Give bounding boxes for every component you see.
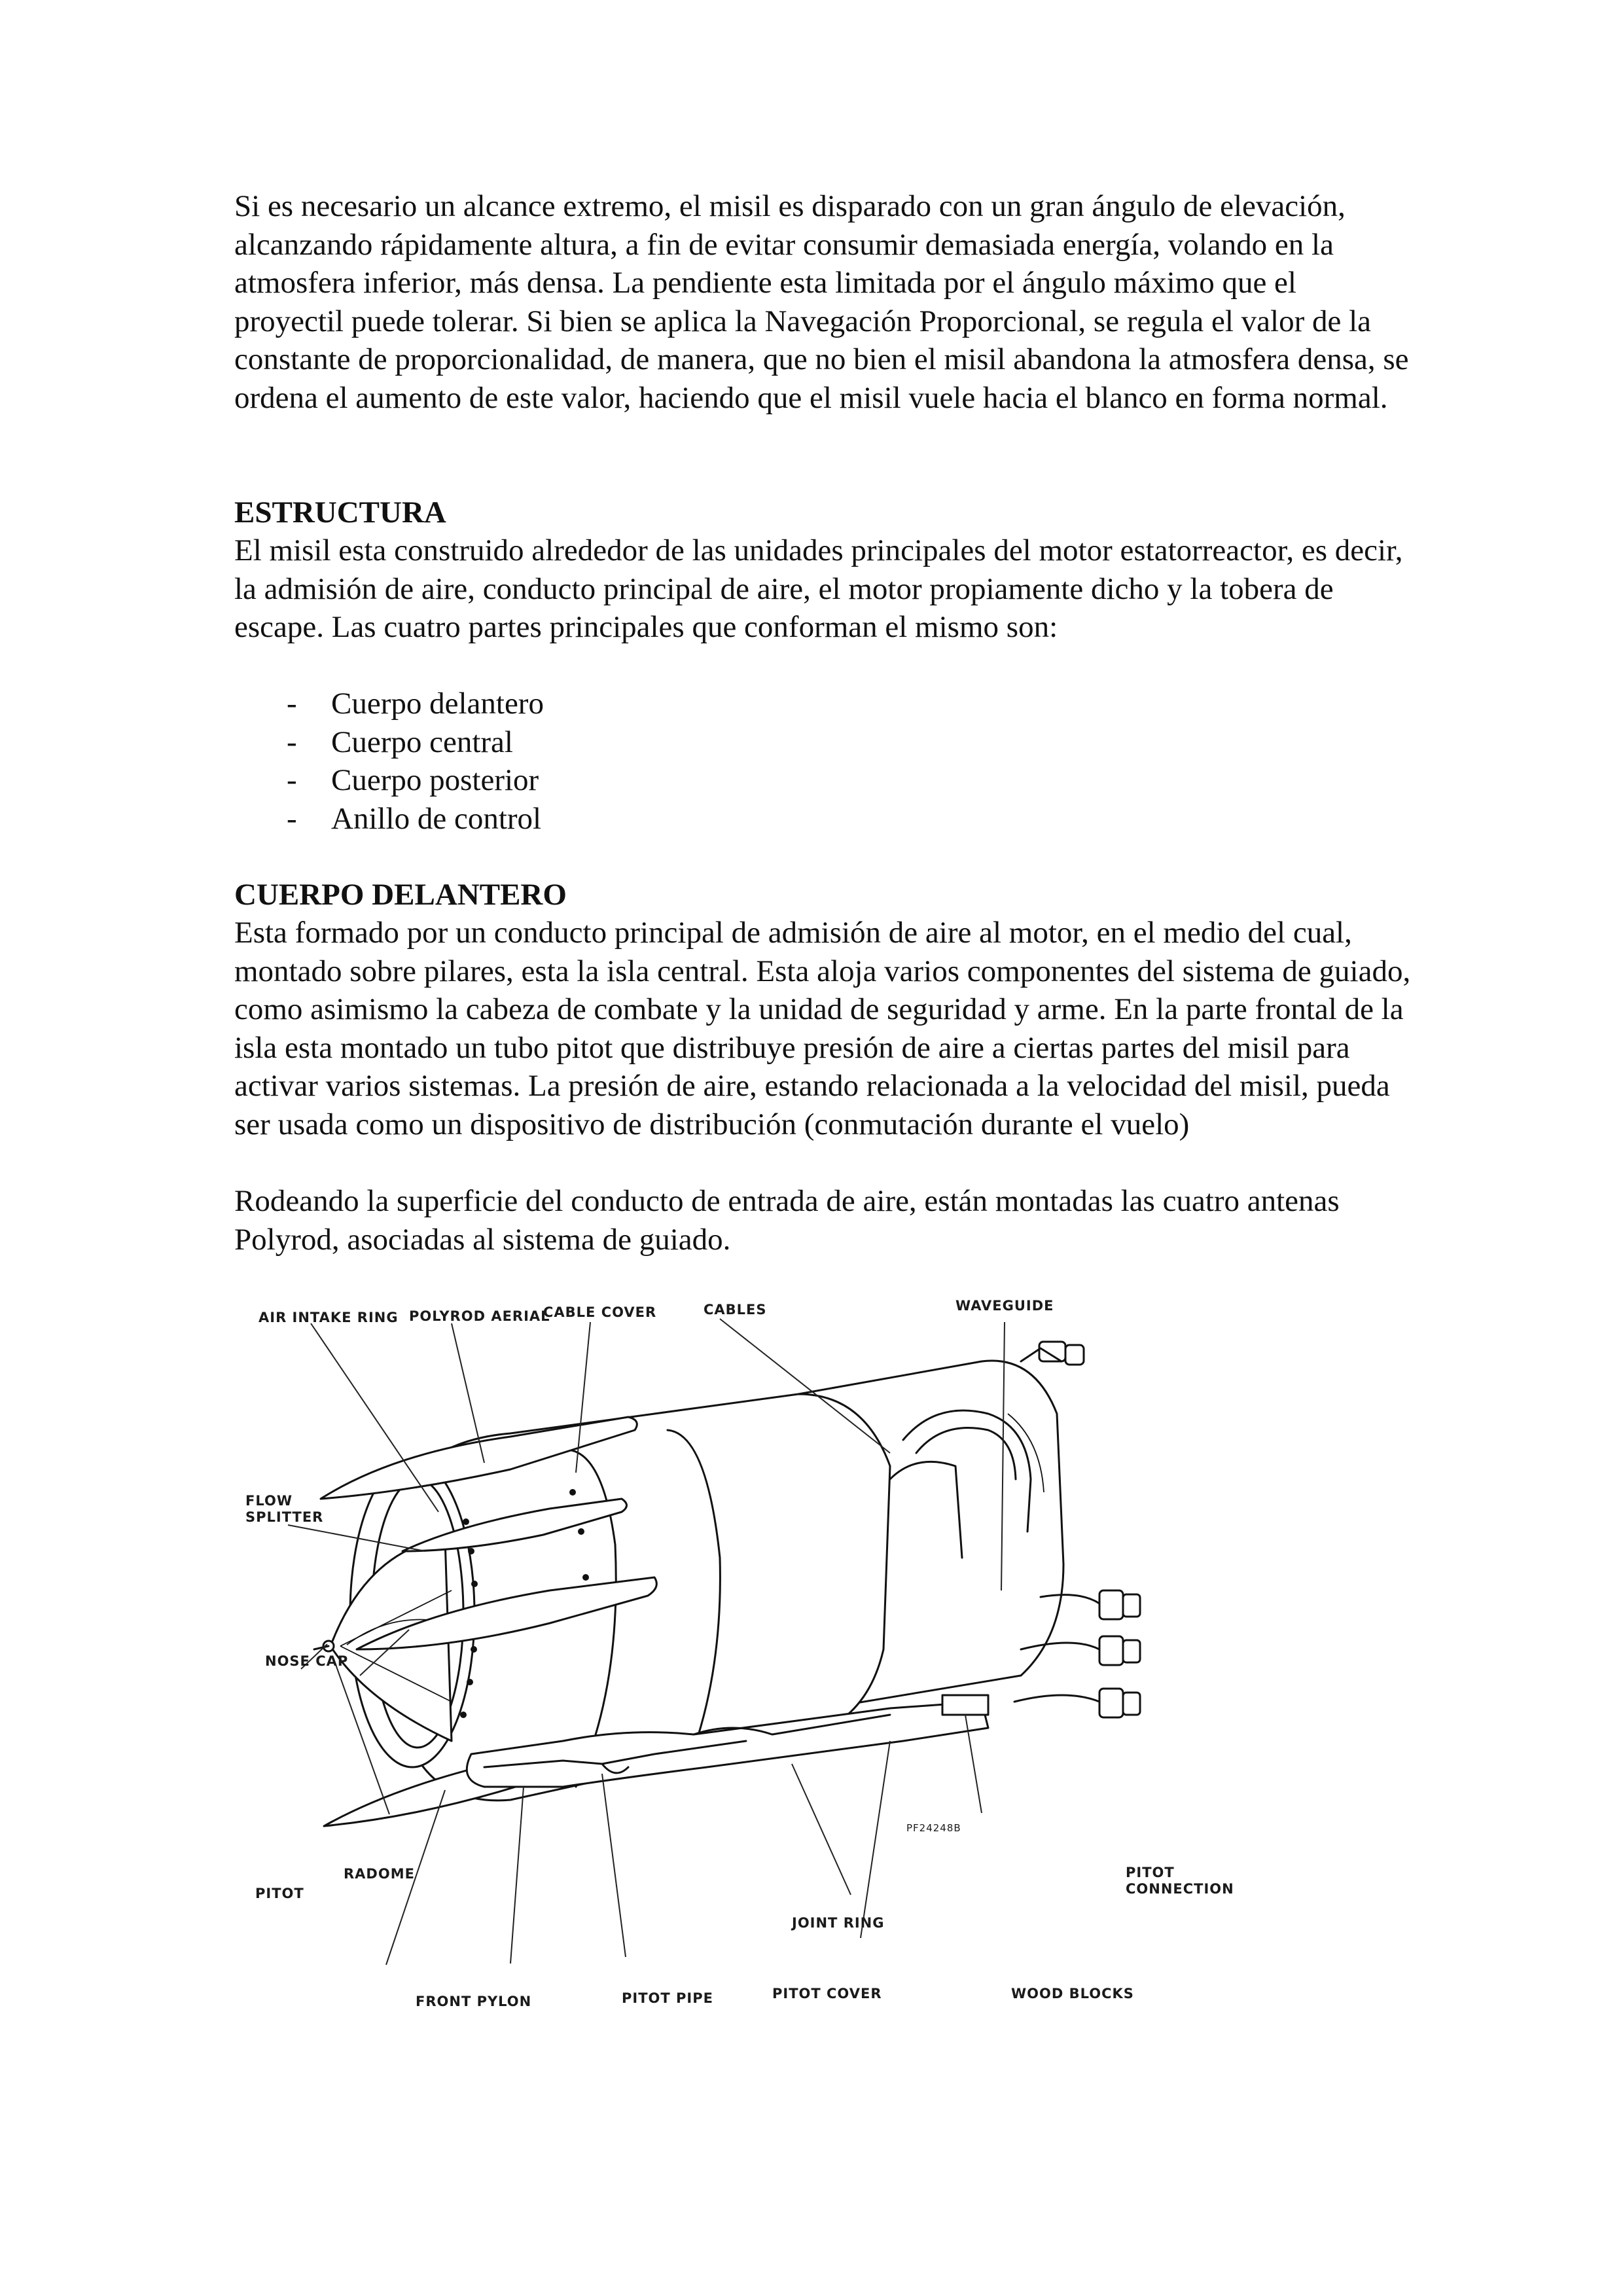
list-item-text: Cuerpo central bbox=[331, 725, 513, 759]
diagram-svg bbox=[236, 1283, 1315, 2029]
intro-paragraph: Si es necesario un alcance extremo, el misil es disparado con un gran ángulo de elevación, alcanzando rápidamente altura, a fin de evitar consumir demasiada energía, volando en la atmosfera inferior, más densa. La pendiente esta limitada por el ángulo máximo que el proyectil puede tolerar. Si bien se aplica la Navegación Proporcional, se regula el valor de la constante de proporcionalidad, de manera, que no bien el misil abandona la atmosfera densa, se ordena el aumento de este valor, haciendo que el misil vuele hacia el blanco en forma normal. bbox=[234, 189, 1409, 415]
cuerpo-delantero-paragraph-1: Esta formado por un conducto principal de admisión de aire al motor, en el medio del cual, montado sobre pilares, esta la isla central. Esta aloja varios componentes del sistema de guiado, como asimismo la cabeza de combate y la unidad de seguridad y arme. En la parte frontal de la isla esta montado un tubo pitot que distribuye presión de aire a ciertas partes del misil para activar varios sistemas. La presión de aire, estando relacionada a la velocidad del misil, pueda ser usada como un dispositivo de distribución (conmutación durante el vuelo) bbox=[234, 916, 1411, 1141]
list-item bbox=[234, 761, 1412, 800]
list-item-text: Cuerpo posterior bbox=[331, 763, 539, 797]
label-pitot-connection-2: CONNECTION bbox=[1126, 1881, 1234, 1897]
label-cable-cover: CABLE COVER bbox=[543, 1304, 657, 1320]
list-item bbox=[234, 723, 1412, 762]
label-waveguide: WAVEGUIDE bbox=[955, 1298, 1054, 1314]
label-pitot-pipe: PITOT PIPE bbox=[622, 1990, 713, 2006]
heading-cuerpo-delantero: CUERPO DELANTERO bbox=[234, 878, 567, 912]
list-marker: - bbox=[287, 725, 297, 759]
label-flow-splitter-2: SPLITTER bbox=[245, 1509, 324, 1525]
label-wood-blocks: WOOD BLOCKS bbox=[1011, 1986, 1134, 2001]
list-marker: - bbox=[287, 801, 297, 836]
label-cables: CABLES bbox=[704, 1302, 767, 1318]
label-polyrod-aerial: POLYROD AERIAL bbox=[409, 1308, 550, 1324]
heading-estructura: ESTRUCTURA bbox=[234, 495, 446, 529]
label-radome: RADOME bbox=[344, 1866, 415, 1882]
missile-front-body-diagram bbox=[236, 1283, 1315, 2029]
label-drawing-ref: PF24248B bbox=[906, 1822, 961, 1834]
label-pitot-connection-1: PITOT bbox=[1126, 1865, 1175, 1880]
label-air-intake-ring: AIR INTAKE RING bbox=[259, 1310, 399, 1325]
list-item bbox=[234, 800, 1412, 838]
label-nose-cap: NOSE CAP bbox=[265, 1653, 349, 1669]
label-flow-splitter-1: FLOW bbox=[245, 1493, 293, 1509]
list-item bbox=[234, 685, 1412, 723]
parts-list bbox=[234, 685, 1412, 838]
list-marker: - bbox=[287, 687, 297, 721]
label-front-pylon: FRONT PYLON bbox=[416, 1994, 532, 2009]
label-pitot: PITOT bbox=[255, 1886, 304, 1901]
estructura-paragraph: El misil esta construido alrededor de las unidades principales del motor estatorreactor, es decir, la admisión de aire, conducto principal de aire, el motor propiamente dicho y la tobera de escape. Las cuatro partes principales que conforman el mismo son: bbox=[234, 533, 1403, 644]
list-item-text: Anillo de control bbox=[331, 801, 542, 836]
list-marker: - bbox=[287, 763, 297, 797]
cuerpo-delantero-paragraph-2: Rodeando la superficie del conducto de entrada de aire, están montadas las cuatro antenas Polyrod, asociadas al sistema de guiado. bbox=[234, 1184, 1340, 1257]
label-joint-ring: JOINT RING bbox=[792, 1915, 885, 1931]
label-pitot-cover: PITOT COVER bbox=[772, 1986, 882, 2001]
list-item-text: Cuerpo delantero bbox=[331, 687, 544, 721]
